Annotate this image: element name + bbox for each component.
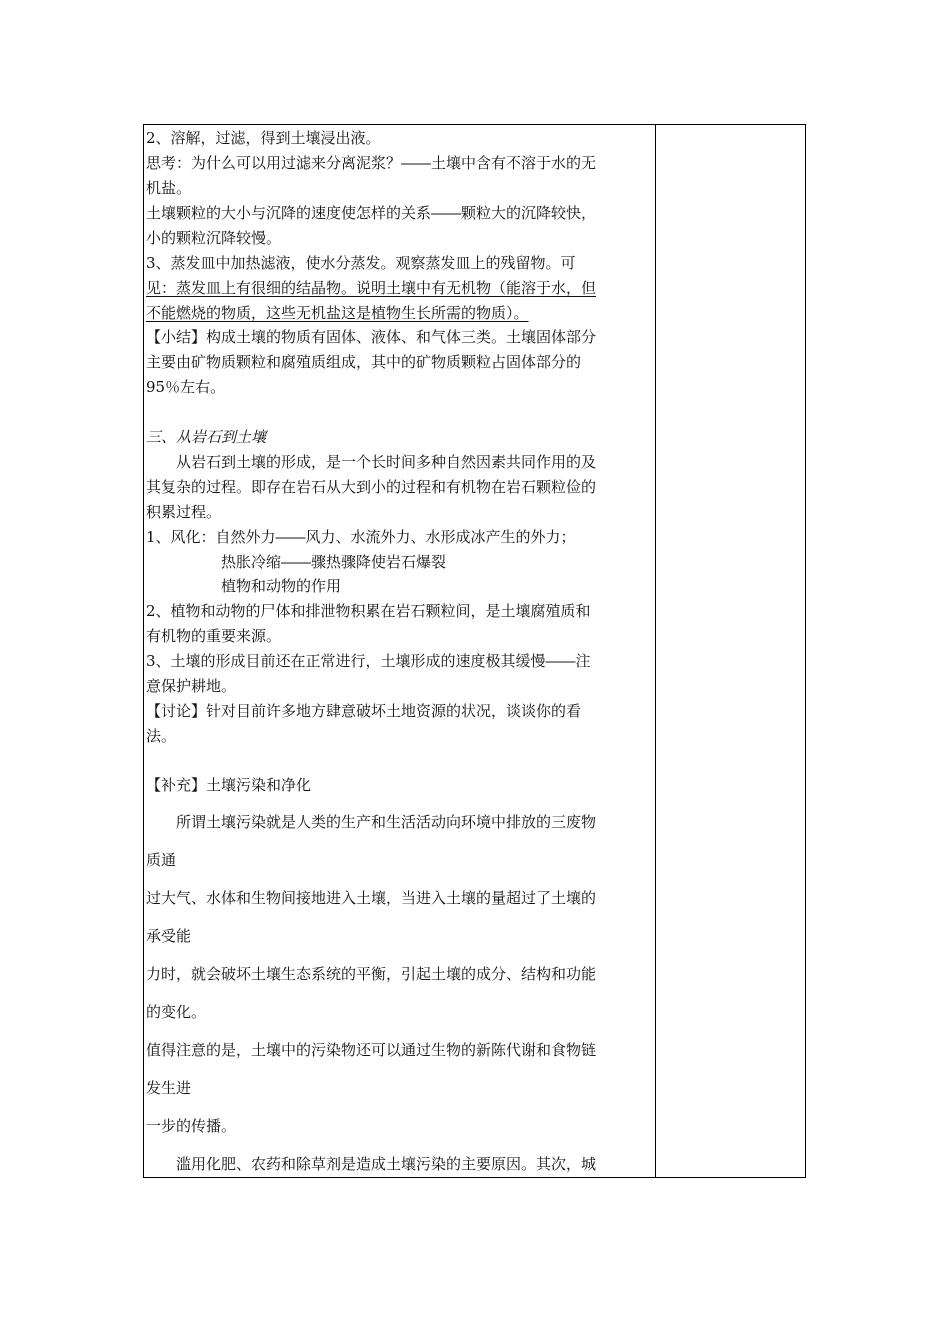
text-line: 其复杂的过程。即存在岩石从大到小的过程和有机物在岩石颗粒俭的 [146, 478, 597, 496]
text-line: 思考：为什么可以用过滤来分离泥浆？――土壤中含有不溶于水的无 [146, 154, 597, 172]
section-heading: 三、从岩石到土壤 [146, 428, 267, 446]
main-column [146, 125, 652, 1177]
text-line: 土壤颗粒的大小与沉降的速度使怎样的关系――颗粒大的沉降较快， [146, 204, 597, 222]
text-line: 有机物的重要来源。 [146, 627, 282, 645]
text-line: 植物和动物的作用 [221, 577, 342, 595]
text-line: 值得注意的是，土壤中的污染物还可以通过生物的新陈代谢和食物链 [146, 1041, 597, 1059]
text-line: 2、溶解，过滤，得到土壤浸出液。 [146, 129, 381, 147]
text-line: 小的颗粒沉降较慢。 [146, 229, 282, 247]
text-line: 过大气、水体和生物间接地进入土壤，当进入土壤的量超过了土壤的 [146, 889, 597, 907]
text-line: 【讨论】针对目前许多地方肆意破坏土地资源的状况，谈谈你的看 [146, 702, 582, 720]
text-line: 主要由矿物质颗粒和腐殖质组成，其中的矿物质颗粒占固体部分的 [146, 353, 582, 371]
text-line: 法。 [146, 727, 177, 745]
text-line: 95％左右。 [146, 378, 226, 396]
text-line: 质通 [146, 851, 177, 869]
text-line: 3、土壤的形成目前还在正常进行，土壤形成的速度极其缓慢――注 [146, 652, 591, 670]
text-line: 【小结】构成土壤的物质有固体、液体、和气体三类。土壤固体部分 [146, 328, 597, 346]
text-line: 力时，就会破坏土壤生态系统的平衡，引起土壤的成分、结构和功能 [146, 965, 597, 983]
side-column [656, 125, 805, 1177]
text-line: 3、蒸发皿中加热滤液，使水分蒸发。观察蒸发皿上的残留物。可 [146, 254, 576, 272]
text-line: 的变化。 [146, 1003, 207, 1021]
content-table [143, 124, 806, 1178]
text-line: 机盐。 [146, 179, 192, 197]
text-line: 积累过程。 [146, 503, 222, 521]
text-line-underlined: 不能燃烧的物质，这些无机盐这是植物生长所需的物质）。 [146, 304, 529, 322]
text-line: 意保护耕地。 [146, 677, 237, 695]
text-line: 热胀冷缩――骤热骤降使岩石爆裂 [221, 553, 447, 571]
text-line: 1、风化：自然外力――风力、水流外力、水形成冰产生的外力； [146, 528, 576, 546]
text-line: 从岩石到土壤的形成，是一个长时间多种自然因素共同作用的及 [176, 453, 597, 471]
text-line: 【补充】土壤污染和净化 [146, 776, 312, 794]
text-line: 承受能 [146, 927, 192, 945]
text-line: 所谓土壤污染就是人类的生产和生活活动向环境中排放的三废物 [176, 813, 597, 831]
text-line: 滥用化肥、农药和除草剂是造成土壤污染的主要原因。其次，城 [176, 1155, 597, 1173]
text-line: 一步的传播。 [146, 1117, 237, 1135]
text-line-underlined: 见：蒸发皿上有很细的结晶物。说明土壤中有无机物（能溶于水，但 [146, 279, 597, 297]
text-line: 2、植物和动物的尸体和排泄物积累在岩石颗粒间，是土壤腐殖质和 [146, 602, 591, 620]
text-line: 发生进 [146, 1079, 192, 1097]
